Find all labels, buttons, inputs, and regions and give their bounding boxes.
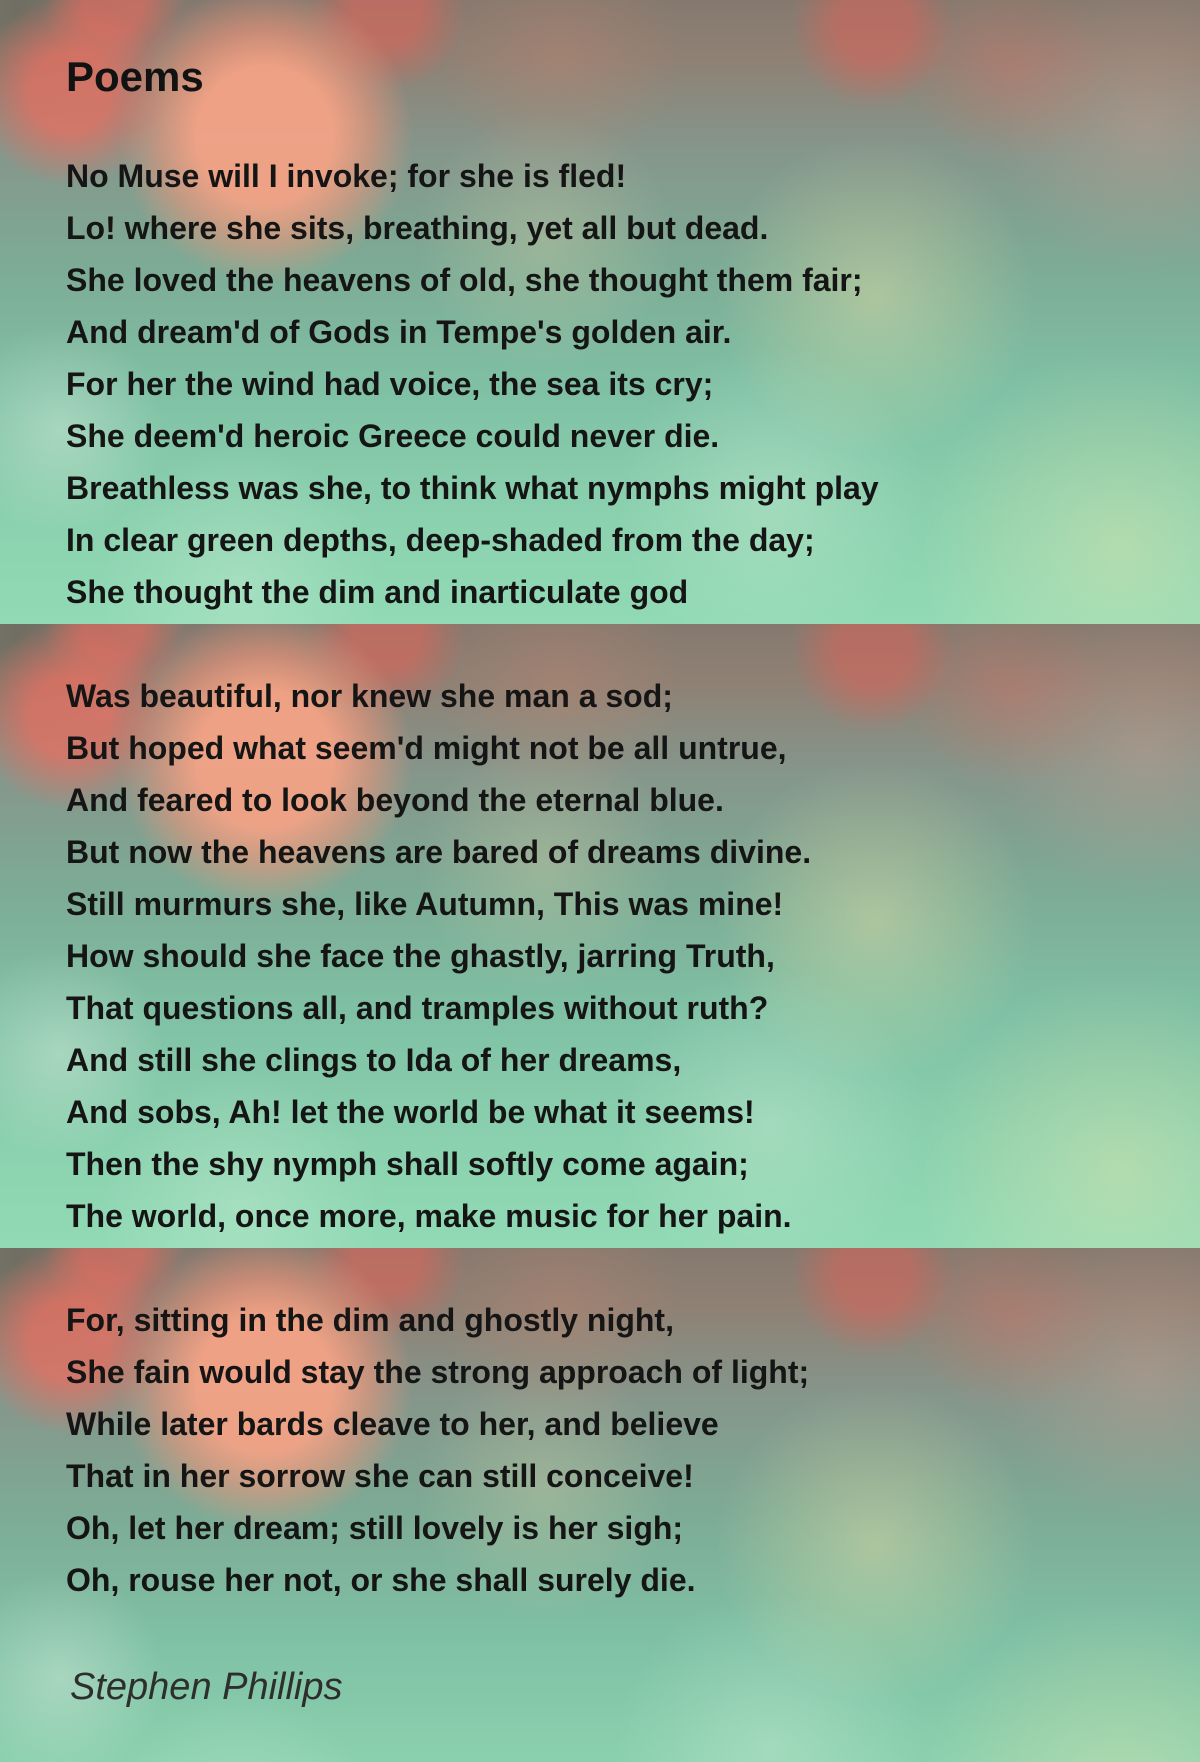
poem-line: No Muse will I invoke; for she is fled! [66,158,627,194]
poem-line: For, sitting in the dim and ghostly night, [66,1302,674,1338]
poem-line: But hoped what seem'd might not be all untrue, [66,730,787,766]
stanza-3 [66,1294,809,1606]
poem-line: That questions all, and tramples without ruth? [66,990,769,1026]
stanza-2 [66,670,811,1242]
poem-line: She loved the heavens of old, she thought them fair; [66,262,863,298]
poem-line: Still murmurs she, like Autumn, This was mine! [66,886,784,922]
poem-line: Lo! where she sits, breathing, yet all but dead. [66,210,769,246]
poem-line: She thought the dim and inarticulate god [66,574,689,610]
poem-line: And feared to look beyond the eternal blue. [66,782,724,818]
stanza-1 [66,150,879,618]
poem-line: She fain would stay the strong approach of light; [66,1354,810,1390]
poem-title: Poems [66,53,204,100]
poem-line: That in her sorrow she can still conceive! [66,1458,694,1494]
poem-line: While later bards cleave to her, and believe [66,1406,719,1442]
poem-line: Then the shy nymph shall softly come again; [66,1146,749,1182]
poem-line: The world, once more, make music for her pain. [66,1198,792,1234]
poem-line: And dream'd of Gods in Tempe's golden air. [66,314,732,350]
poem-line: For her the wind had voice, the sea its cry; [66,366,714,402]
poem-line: And sobs, Ah! let the world be what it seems! [66,1094,755,1130]
poem-line: Oh, let her dream; still lovely is her sigh; [66,1510,684,1546]
poem-line: Oh, rouse her not, or she shall surely die. [66,1562,696,1598]
poem-line: But now the heavens are bared of dreams divine. [66,834,812,870]
poem-line: Was beautiful, nor knew she man a sod; [66,678,673,714]
poem-line: How should she face the ghastly, jarring Truth, [66,938,775,974]
poem-line: And still she clings to Ida of her dreams, [66,1042,682,1078]
poem-line: She deem'd heroic Greece could never die. [66,418,720,454]
poem-line: Breathless was she, to think what nymphs might play [66,470,879,506]
poem-line: In clear green depths, deep-shaded from the day; [66,522,815,558]
poem-author: Stephen Phillips [70,1666,343,1708]
